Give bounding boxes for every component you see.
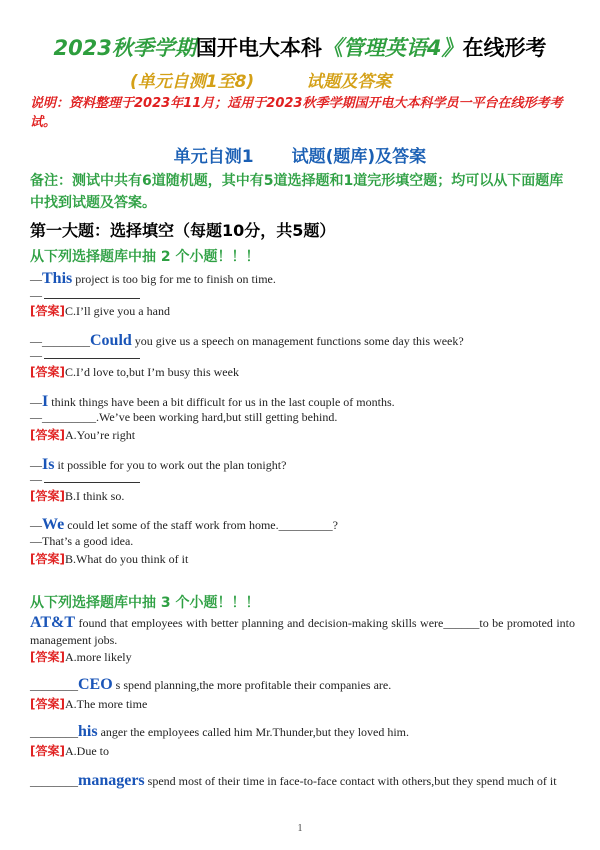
document-title	[0, 32, 600, 62]
section-heading: 第一大题：选择填空（每题10分，共5题）	[30, 221, 336, 240]
unit-name: 单元自测1	[173, 147, 254, 167]
answer-b3	[30, 742, 109, 759]
pick-instruction-3: 从下列选择题库中抽 3 个小题！！！	[30, 595, 260, 611]
title-scope: (单元自测1至8)	[130, 72, 255, 92]
answer-text: A.You’re right	[64, 428, 136, 442]
question-keyword: Could	[90, 332, 132, 349]
answer-tag: [答案]	[30, 552, 65, 566]
answer-b1	[30, 648, 132, 665]
answer-text: A.more likely	[64, 650, 132, 664]
answer-a5	[30, 550, 188, 567]
answer-a2	[30, 363, 239, 380]
answer-tag: [答案]	[30, 697, 65, 711]
blank-underline	[44, 288, 140, 299]
answer-text: C.I’ll give you a hand	[64, 304, 170, 318]
question-text: you give us a speech on management functions some day this week?	[131, 334, 464, 348]
answer-text: C.I’d love to,but I’m busy this week	[64, 365, 239, 379]
answer-tag: [答案]	[30, 304, 65, 318]
answer-text: B.What do you think of it	[64, 552, 189, 566]
answer-tag: [答案]	[30, 489, 65, 503]
question-text: think things have been a bit difficult for us in the last couple of months.	[48, 395, 395, 409]
answer-text: A.Due to	[64, 744, 109, 758]
question-prefix: ________	[30, 774, 78, 788]
question-text: project is too big for me to finish on time.	[72, 272, 276, 286]
pick-instruction-2: 从下列选择题库中抽 2 个小题！！！	[30, 249, 260, 265]
title-middle: 国开电大本科	[195, 36, 322, 60]
question-keyword: I	[42, 393, 49, 410]
answer-a1	[30, 302, 170, 319]
reply-text: That’s a good idea.	[42, 534, 134, 548]
answer-blank-a1	[30, 288, 140, 303]
question-prefix: ________	[30, 678, 78, 692]
question-a1	[30, 270, 575, 288]
remark-text: 备注：测试中共有6道随机题，其中有5道选择题和1道完形填空题；均可以从下面题库中找到试题及答案。	[30, 173, 564, 211]
question-prefix: —	[30, 395, 42, 409]
question-text: it possible for you to work out the plan tonight?	[54, 458, 287, 472]
question-prefix: ________	[30, 725, 78, 739]
answer-a3	[30, 426, 135, 443]
unit-subtitle: 试题(题库)及答案	[291, 147, 427, 167]
question-text: found that employees with better planning and decision-making skills were______to be promoted into management jobs.	[30, 616, 575, 647]
question-prefix: —________	[30, 334, 90, 348]
answer-tag: [答案]	[30, 744, 65, 758]
question-a3	[30, 393, 575, 411]
blank-underline	[44, 472, 140, 483]
page-number: 1	[297, 823, 303, 834]
reply-dash: —	[30, 534, 42, 548]
answer-blank-a5	[30, 534, 133, 549]
answer-text: A.The more time	[64, 697, 148, 711]
question-keyword: We	[42, 516, 65, 533]
question-keyword: his	[78, 723, 98, 740]
answer-blank-a4	[30, 472, 140, 487]
question-keyword: CEO	[78, 676, 113, 693]
question-keyword: AT&T	[30, 614, 76, 631]
question-keyword: This	[42, 270, 73, 287]
question-prefix: —	[30, 518, 42, 532]
answer-blank-a3	[30, 410, 337, 425]
question-prefix: —	[30, 272, 42, 286]
description-note: 说明：资料整理于2023年11月；适用于2023秋季学期国开电大本科学员一平台在线形考考试。	[30, 96, 563, 130]
reply-dash: —	[30, 410, 42, 424]
unit-heading	[0, 142, 600, 167]
question-text: anger the employees called him Mr.Thunder,but they loved him.	[97, 725, 410, 739]
answer-b2	[30, 695, 147, 712]
question-text: could let some of the staff work from home._________?	[64, 518, 338, 532]
answer-text: B.I think so.	[64, 489, 125, 503]
reply-dash: —	[30, 348, 42, 362]
question-text: s spend planning,the more profitable their companies are.	[112, 678, 392, 692]
blank-underline	[44, 348, 140, 359]
question-b3	[30, 723, 575, 741]
question-text: spend most of their time in face-to-face contact with others,but they spend much of it	[144, 774, 557, 788]
title-scope-line	[130, 67, 391, 92]
question-a5	[30, 516, 575, 534]
reply-text: _________.We’ve been working hard,but still getting behind.	[42, 410, 338, 424]
answer-tag: [答案]	[30, 365, 65, 379]
title-prefix: 2023秋季学期	[53, 36, 196, 60]
question-keyword: Is	[42, 456, 55, 473]
reply-dash: —	[30, 288, 42, 302]
answer-tag: [答案]	[30, 650, 65, 664]
question-keyword: managers	[78, 772, 145, 789]
title-suffix: 在线形考	[462, 36, 547, 60]
reply-dash: —	[30, 472, 42, 486]
answer-a4	[30, 487, 124, 504]
question-b4	[30, 772, 575, 790]
title-course: 《管理英语4》	[321, 36, 463, 60]
title-subtitle: 试题及答案	[306, 72, 392, 92]
answer-blank-a2	[30, 348, 140, 363]
answer-tag: [答案]	[30, 428, 65, 442]
question-b2	[30, 676, 575, 694]
question-prefix: —	[30, 458, 42, 472]
question-b1	[30, 614, 575, 649]
